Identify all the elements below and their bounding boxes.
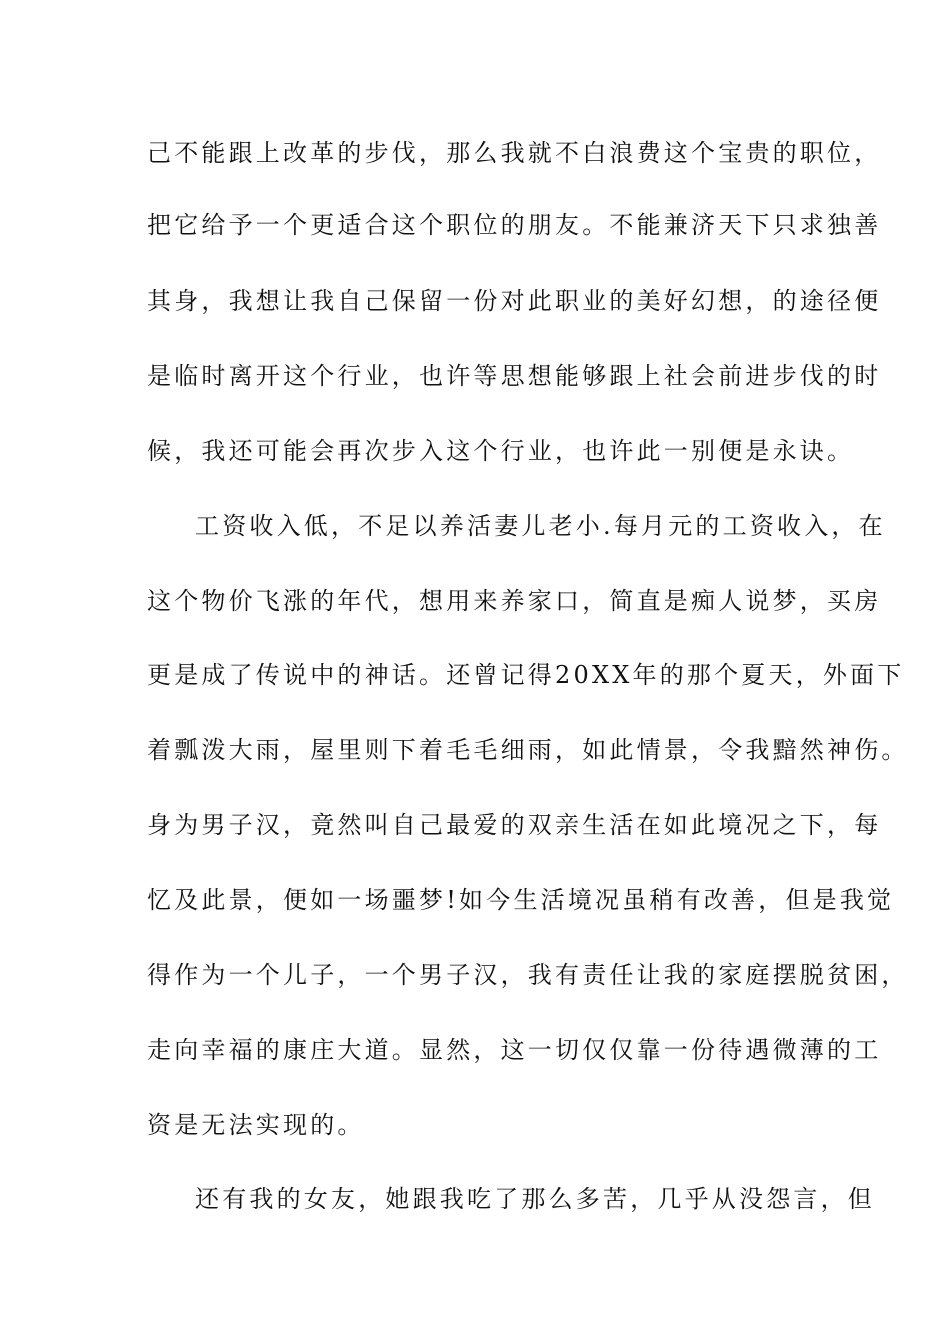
text-line: 己不能跟上改革的步伐，那么我就不白浪费这个宝贵的职位， [147, 139, 882, 167]
text-line: 候，我还可能会再次步入这个行业，也许此一别便是永诀。 [147, 437, 855, 465]
text-line: 资是无法实现的。 [147, 1111, 365, 1139]
text-line: 是临时离开这个行业，也许等思想能够跟上社会前进步伐的时 [147, 362, 882, 390]
text-line: 工资收入低，不足以养活妻儿老小.每月元的工资收入，在 [195, 512, 886, 540]
text-line: 这个物价飞涨的年代，想用来养家口，简直是痴人说梦，买房 [147, 587, 882, 615]
text-line: 身为男子汉，竟然叫自己最爱的双亲生活在如此境况之下，每 [147, 811, 882, 839]
text-line: 着瓢泼大雨，屋里则下着毛毛细雨，如此情景，令我黯然神伤。 [147, 736, 909, 764]
text-line: 得作为一个儿子，一个男子汉，我有责任让我的家庭摆脱贫困， [147, 961, 909, 989]
text-line: 更是成了传说中的神话。还曾记得20XX年的那个夏天，外面下 [147, 661, 905, 689]
text-line: 忆及此景，便如一场噩梦!如今生活境况虽稍有改善，但是我觉 [147, 886, 895, 914]
text-line: 其身，我想让我自己保留一份对此职业的美好幻想，的途径便 [147, 287, 882, 315]
text-line: 把它给予一个更适合这个职位的朋友。不能兼济天下只求独善 [147, 211, 882, 239]
text-line: 走向幸福的康庄大道。显然，这一切仅仅靠一份待遇微薄的工 [147, 1036, 882, 1064]
text-line: 还有我的女友，她跟我吃了那么多苦，几乎从没怨言，但 [195, 1185, 875, 1213]
